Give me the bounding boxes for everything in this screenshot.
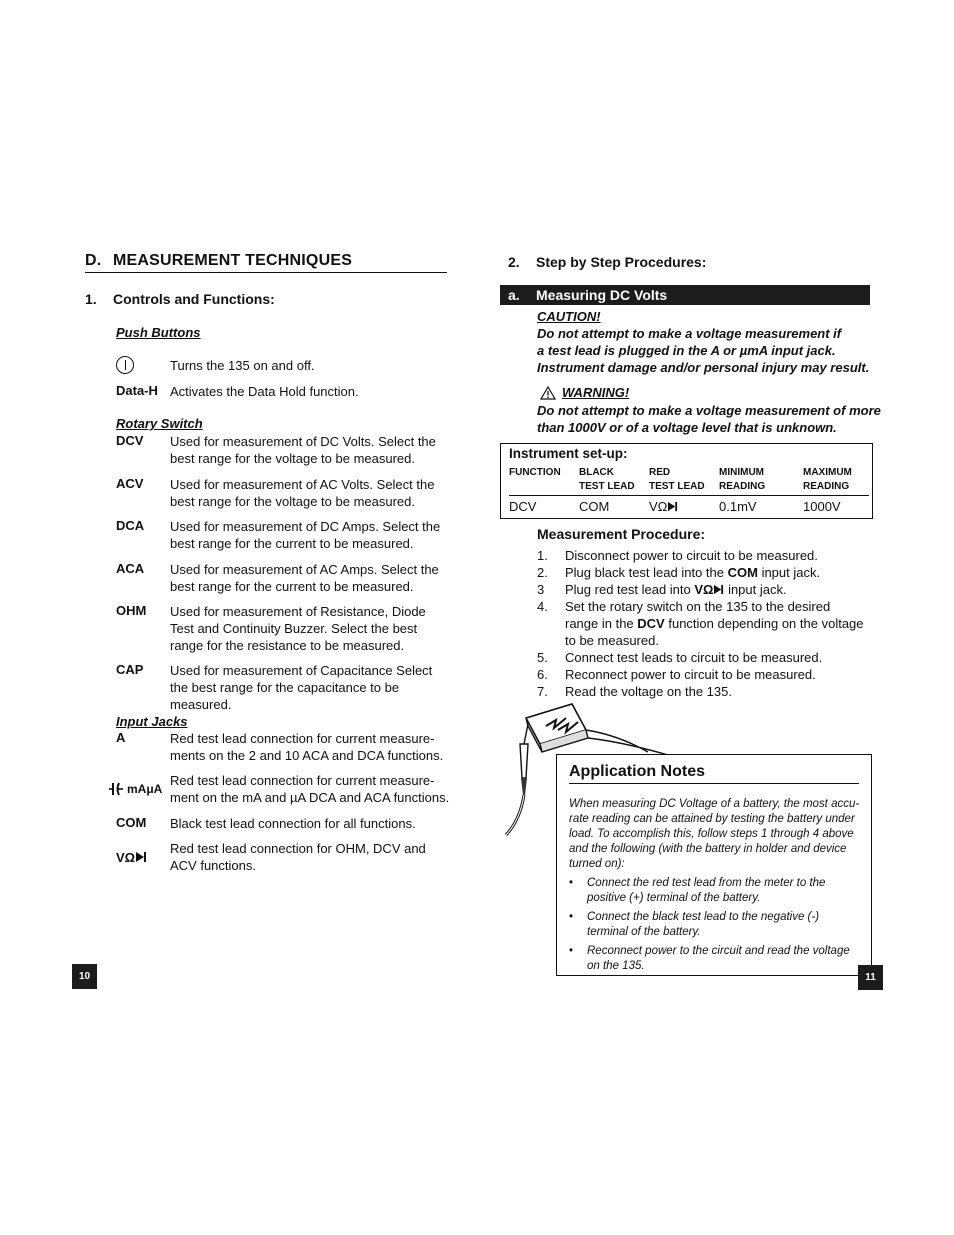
list-item: • Reconnect power to the circuit and read the voltage on the 135. <box>569 945 850 972</box>
push-button-data-hold: Data-H Activates the Data Hold function. <box>116 383 359 399</box>
rotary-item-aca: ACA Used for measurement of AC Amps. Select the best range for the current to be measured. <box>116 561 439 594</box>
list-item: 3 Plug red test lead into VΩ input jack. <box>537 582 787 597</box>
application-notes-body <box>569 797 861 974</box>
caution-label: CAUTION! <box>537 309 601 324</box>
warning-line-1: Do not attempt to make a voltage measurement of more <box>537 403 881 418</box>
input-jacks-heading: Input Jacks <box>116 714 188 729</box>
measuring-dc-volts-bar: a. Measuring DC Volts <box>500 285 870 305</box>
list-item: 2. Plug black test lead into the COM input jack. <box>537 565 821 580</box>
rotary-item-ohm: OHM Used for measurement of Resistance, Diode Test and Continuity Buzzer. Select the best range for the resistance to be measured. <box>116 603 426 653</box>
list-item: 1. Disconnect power to circuit to be measured. <box>537 548 818 563</box>
push-buttons-heading: Push Buttons <box>116 325 201 340</box>
jack-item-com: COM Black test lead connection for all functions. <box>116 815 416 831</box>
setup-table <box>509 466 869 514</box>
battery-icon <box>526 704 588 752</box>
table-row: DCV COM VΩ 0.1mV 1000V <box>509 499 841 514</box>
setup-header-max: MAXIMUM READING <box>803 466 869 496</box>
controls-heading: 1. Controls and Functions: <box>85 291 275 307</box>
section-title: D. MEASUREMENT TECHNIQUES <box>85 252 447 273</box>
jack-item-a: A Red test lead connection for current measure-ments on the 2 and 10 ACA and DCA functions. <box>116 730 444 763</box>
rotary-item-cap: CAP Used for measurement of Capacitance Select the best range for the capacitance to be measured. <box>116 662 433 712</box>
list-item: 5. Connect test leads to circuit to be measured. <box>537 650 823 665</box>
caution-line-1: Do not attempt to make a voltage measurement if <box>537 326 842 341</box>
rotary-switch-heading: Rotary Switch <box>116 416 203 431</box>
procedure-title: Measurement Procedure: <box>537 526 706 542</box>
list-item: • Connect the black test lead to the negative (-) terminal of the battery. <box>569 911 820 938</box>
setup-header-row <box>509 466 869 496</box>
warning-icon <box>540 386 556 400</box>
probe-icon <box>506 724 528 835</box>
instrument-setup-box <box>500 443 873 519</box>
warning-heading: WARNING! <box>540 384 629 401</box>
setup-header-min: MINIMUM READING <box>719 466 803 496</box>
page-number-right: 11 <box>858 965 883 990</box>
rotary-item-dca: DCA Used for measurement of DC Amps. Select the best range for the current to be measured. <box>116 518 441 551</box>
page-number-left: 10 <box>72 964 97 989</box>
application-notes-title: Application Notes <box>569 763 859 784</box>
rotary-item-acv: ACV Used for measurement of AC Volts. Select the best range for the voltage to be measured. <box>116 476 435 509</box>
caution-line-3: Instrument damage and/or personal injury may result. <box>537 360 870 375</box>
push-button-power: Turns the 135 on and off. <box>116 357 450 374</box>
procedure-list <box>537 547 867 700</box>
jack-item-v-ohm: VΩ Red test lead connection for OHM, DCV and ACV functions. <box>116 841 426 873</box>
caution-line-2: a test lead is plugged in the A or µmA input jack. <box>537 343 836 358</box>
list-item: 4. Set the rotary switch on the 135 to the desired range in the DCV function depending on the voltage to be measured. <box>537 599 864 648</box>
setup-header-red: RED TEST LEAD <box>649 466 719 496</box>
list-item: • Connect the red test lead from the meter to the positive (+) terminal of the battery. <box>569 877 826 904</box>
rotary-item-dcv: DCV Used for measurement of DC Volts. Select the best range for the voltage to be measured. <box>116 433 436 466</box>
setup-header-black: BLACK TEST LEAD <box>579 466 649 496</box>
warning-line-2: than 1000V or of a voltage level that is unknown. <box>537 420 837 435</box>
capacitor-icon <box>108 781 124 797</box>
diode-icon <box>713 584 724 595</box>
setup-title: Instrument set-up: <box>509 446 628 461</box>
power-icon <box>116 356 134 374</box>
application-notes-box <box>556 754 872 976</box>
jack-item-ma-ua: mAμA Red test lead connection for current measure-ment on the mA and µA DCA and ACA functions. <box>108 772 450 806</box>
application-notes-intro: When measuring DC Voltage of a battery, the most accu-rate reading can be attained by testing the battery under load. To accomplish this, follow steps 1 through 4 above and the following (with the battery in holder and device turned on): <box>569 798 860 870</box>
list-item: 6. Reconnect power to circuit to be measured. <box>537 667 816 682</box>
diode-icon <box>667 501 678 512</box>
setup-header-function: FUNCTION <box>509 466 579 496</box>
steps-heading: 2. Step by Step Procedures: <box>508 254 707 270</box>
diode-icon <box>135 851 147 863</box>
list-item: 7. Read the voltage on the 135. <box>537 684 732 699</box>
